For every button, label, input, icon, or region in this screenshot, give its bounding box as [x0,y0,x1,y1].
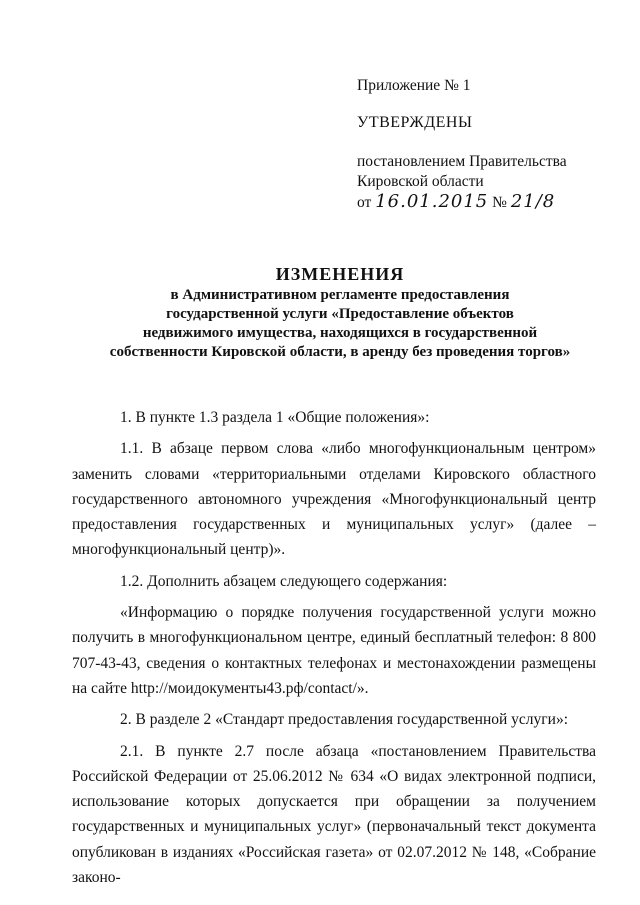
number-prefix: № [492,194,507,211]
document-title: ИЗМЕНЕНИЯ [275,264,405,284]
paragraph: 1.2. Дополнить абзацем следующего содержания: [120,572,448,590]
subtitle-line: в Административном регламенте предоставления [170,287,510,303]
approved-label: УТВЕРЖДЕНЫ [357,114,473,131]
decree-line-2: Кировской области [357,173,484,190]
subtitle-line: государственной услуги «Предоставление объектов [166,306,514,322]
appendix-label: Приложение № 1 [357,77,471,94]
document-subtitle [60,286,620,362]
handwritten-date: 16.01.2015 [375,191,489,212]
decree-dateline [357,192,567,213]
subtitle-line: собственности Кировской области, в аренду без проведения торгов» [109,344,571,360]
paragraph: «Информацию о порядке получения государственной услуги можно получить в многофункциональном центре, единый бесплатный телефон: 8 800 707-43-43, сведения о контактных телефонах и местонахождении размещены на сайте http://моидокументы43.рф/contact/». [72,604,596,697]
paragraph: 1. В пункте 1.3 раздела 1 «Общие положения»: [120,409,430,426]
document-body [72,405,596,890]
approval-block [357,70,567,213]
paragraph: 2. В разделе 2 «Стандарт предоставления государственной услуги»: [120,711,569,729]
date-prefix: от [357,194,372,211]
paragraph: 1.1. В абзаце первом слова «либо многофункциональным центром» заменить словами «территориальными отделами Кировского областного государственного автономного учреждения «Многофункциональный центр предоставления государственных и муниципальных услуг» (далее – многофункциональный центр)». [72,440,596,559]
paragraph: 2.1. В пункте 2.7 после абзаца «постановлением Правительства Российской Федерации от 25.06.2012 № 634 «О видах электронной подписи, использование которых допускается при обращении за получением государственных и муниципальных услуг» (первоначальный текст документа опубликован в изданиях «Российская газета» от 02.07.2012 № 148, «Собрание законо- [72,742,596,887]
subtitle-line: недвижимого имущества, находящихся в государственной [142,325,538,341]
document-heading [60,262,620,362]
handwritten-number: 21/8 [510,191,556,212]
decree-line-1: постановлением Правительства [357,153,567,170]
